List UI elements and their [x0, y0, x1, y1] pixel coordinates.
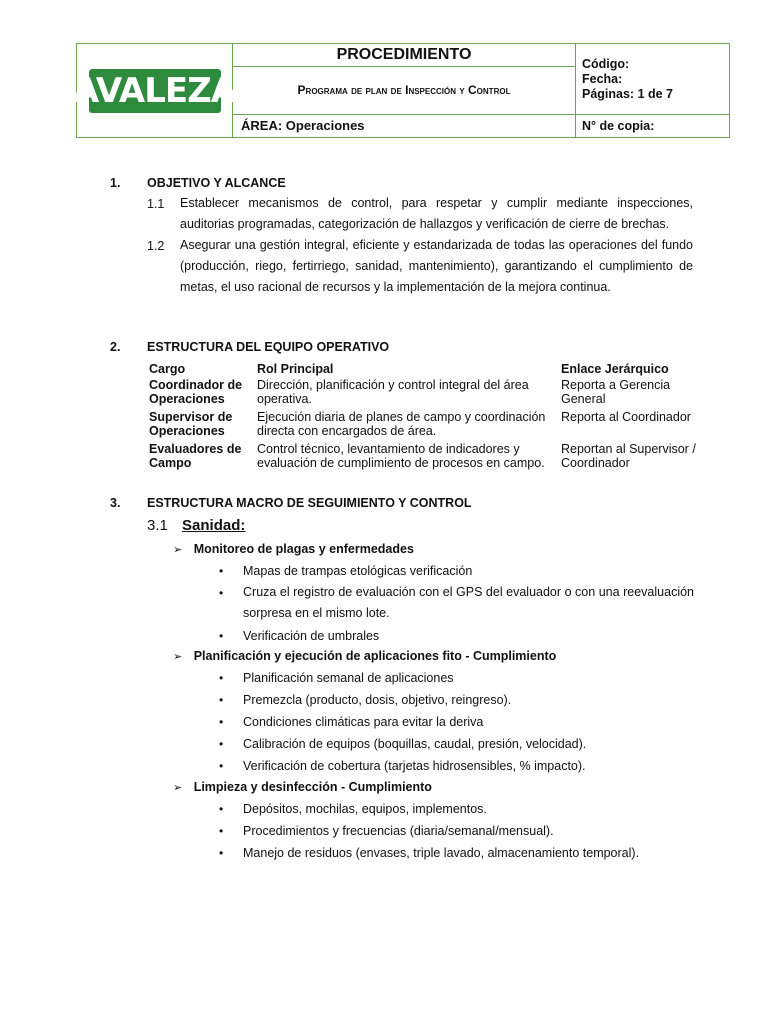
enlace-cell: Reporta al Coordinador: [561, 410, 691, 424]
bullet-icon: •: [219, 824, 224, 838]
avaleza-logo: [72, 69, 237, 113]
copia-label: N° de copia:: [582, 119, 655, 133]
group-title: Planificación y ejecución de aplicaciones fito - Cumplimiento: [193, 649, 557, 663]
item-1-1-number: 1.1: [147, 197, 165, 211]
bullet-icon: •: [219, 715, 224, 729]
codigo-label: Código:: [582, 57, 630, 71]
group-title: Monitoreo de plagas y enfermedades: [193, 542, 414, 556]
section-2-title: ESTRUCTURA DEL EQUIPO OPERATIVO: [147, 340, 390, 354]
list-item: Planificación semanal de aplicaciones: [243, 671, 454, 685]
logo-cell: [72, 44, 237, 137]
item-1-2-text: Asegurar una gestión integral, eficiente y estandarizada de todas las operaciones del fundo (producción, riego, fertirriego, sanidad, mantenimiento), garantizando el cumplimiento de metas, el uso racional de recursos y la implementación de la mejora continua.: [180, 238, 693, 294]
list-item: Calibración de equipos (boquillas, caudal, presión, velocidad).: [243, 737, 587, 751]
cargo-cell: Supervisor de Operaciones: [149, 410, 233, 438]
item-1-1-text: Establecer mecanismos de control, para respetar y cumplir mediante inspecciones, auditorias programadas, categorización de hallazgos y verificación de cierre de brechas.: [180, 196, 693, 231]
fecha-label: Fecha:: [582, 72, 623, 86]
enlace-cell: Reporta a Gerencia General: [561, 378, 671, 406]
bullet-icon: •: [219, 564, 224, 578]
rol-cell: Control técnico, levantamiento de indicadores y evaluación de cumplimiento de procesos en campo.: [257, 442, 545, 470]
list-item: Verificación de umbrales: [243, 629, 380, 643]
list-item: Verificación de cobertura (tarjetas hidrosensibles, % impacto).: [243, 759, 586, 773]
bullet-icon: •: [219, 693, 224, 707]
doc-title: PROCEDIMIENTO: [233, 44, 576, 67]
list-item: Manejo de residuos (envases, triple lavado, almacenamiento temporal).: [243, 846, 640, 860]
item-1-2-number: 1.2: [147, 239, 165, 253]
section-3-number: 3.: [110, 496, 121, 510]
group-title: Limpieza y desinfección - Cumplimiento: [193, 780, 432, 794]
list-item: Premezcla (producto, dosis, objetivo, reingreso).: [243, 693, 512, 707]
subsection-3-1-title: Sanidad:: [182, 517, 246, 534]
paginas-label: Páginas: 1 de 7: [582, 87, 674, 101]
list-item: Procedimientos y frecuencias (diaria/semanal/mensual).: [243, 824, 554, 838]
header-cargo: Cargo: [149, 362, 186, 376]
bullet-icon: •: [219, 586, 224, 600]
list-item: Mapas de trampas etológicas verificación: [243, 564, 473, 578]
header-rol: Rol Principal: [257, 362, 334, 376]
section-1-number: 1.: [110, 176, 121, 190]
rol-cell: Ejecución diaria de planes de campo y coordinación directa con encargados de área.: [257, 410, 546, 438]
group-limpieza: [173, 780, 432, 794]
arrow-bullet-icon: ➢: [173, 781, 183, 794]
table-row: [149, 378, 709, 406]
cargo-cell: Evaluadores de Campo: [149, 442, 242, 470]
bullet-icon: •: [219, 846, 224, 860]
subsection-3-1: [147, 517, 245, 534]
doc-area: ÁREA: Operaciones: [233, 115, 576, 137]
bullet-icon: •: [219, 629, 224, 643]
doc-meta: [576, 44, 729, 115]
section-2-number: 2.: [110, 340, 121, 354]
section-3-title: ESTRUCTURA MACRO DE SEGUIMIENTO Y CONTROL: [147, 496, 472, 510]
bullet-icon: •: [219, 737, 224, 751]
subsection-3-1-number: 3.1: [147, 517, 168, 534]
rol-cell: Dirección, planificación y control integral del área operativa.: [257, 378, 529, 406]
bullet-icon: •: [219, 671, 224, 685]
table-row: [149, 442, 709, 470]
document-header: [72, 43, 730, 138]
logo-text: AVALEZA: [72, 70, 237, 111]
list-item: Depósitos, mochilas, equipos, implementos.: [243, 802, 487, 816]
arrow-bullet-icon: ➢: [173, 650, 183, 663]
cargo-cell: Coordinador de Operaciones: [149, 378, 243, 406]
section-1-title: OBJETIVO Y ALCANCE: [147, 176, 286, 190]
enlace-cell: Reportan al Supervisor / Coordinador: [561, 442, 696, 470]
table-row: [149, 410, 709, 438]
list-item: Condiciones climáticas para evitar la deriva: [243, 715, 484, 729]
header-enlace: Enlace Jerárquico: [561, 362, 669, 376]
group-aplicaciones: [173, 649, 556, 663]
list-item: Cruza el registro de evaluación con el GPS del evaluador o con una reevaluación sorpresa en el mismo lote.: [243, 585, 694, 620]
bullet-icon: •: [219, 802, 224, 816]
bullet-icon: •: [219, 759, 224, 773]
team-table-header: [149, 362, 709, 376]
group-monitoreo: [173, 542, 414, 556]
doc-subtitle: Programa de plan de Inspección y Control: [233, 67, 576, 115]
arrow-bullet-icon: ➢: [173, 543, 183, 556]
team-table: [149, 362, 709, 474]
